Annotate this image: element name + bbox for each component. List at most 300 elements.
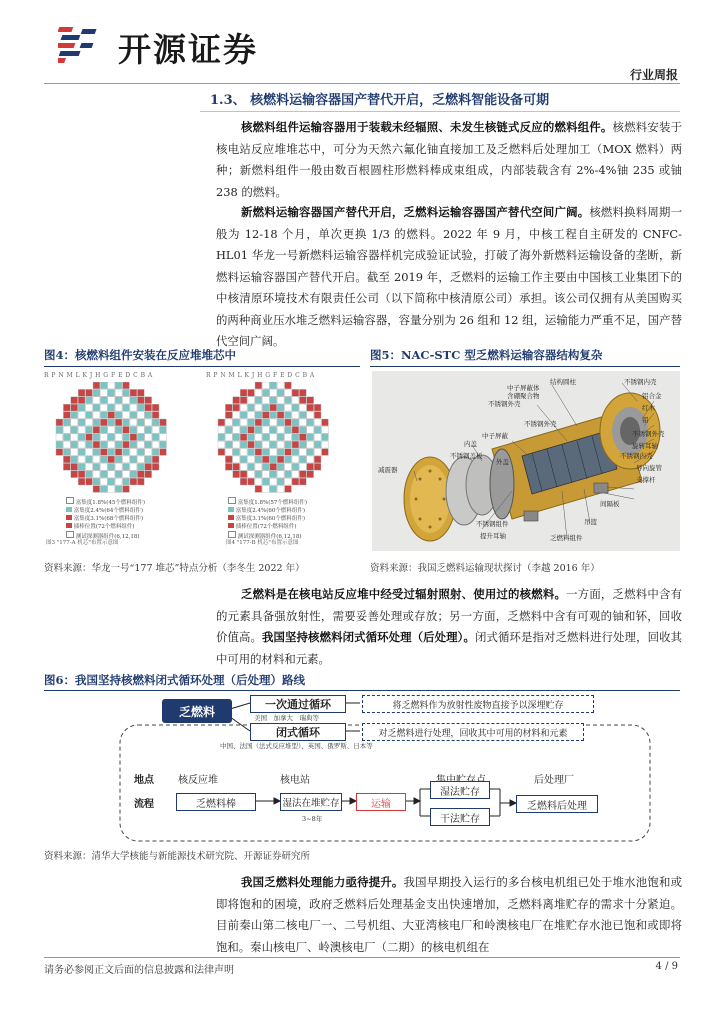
core-fuel-assembly [130, 419, 137, 426]
core-fuel-assembly [86, 412, 93, 419]
core-fuel-assembly [233, 419, 240, 426]
core-fuel-assembly [277, 471, 284, 478]
core-fuel-assembly [270, 397, 277, 404]
core-fuel-assembly [299, 419, 306, 426]
section-divider [200, 111, 680, 112]
core-fuel-assembly [233, 441, 240, 448]
figure-6-title: 图6：我国坚持核燃料闭式循环处理（后处理）路线 [44, 673, 305, 687]
core-fuel-assembly [78, 389, 85, 396]
core-fuel-assembly [277, 441, 284, 448]
core-fuel-assembly [137, 463, 144, 470]
core-fuel-assembly [240, 412, 247, 419]
core-fuel-assembly [285, 441, 292, 448]
core-fuel-assembly [285, 449, 292, 456]
core-fuel-assembly [137, 434, 144, 441]
core-fuel-assembly [145, 456, 152, 463]
core-fuel-assembly [108, 486, 115, 493]
core-fuel-assembly [93, 449, 100, 456]
core-fuel-assembly [262, 382, 269, 389]
core-fuel-assembly [307, 456, 314, 463]
core-fuel-assembly [123, 404, 130, 411]
label-shock-absorber: 减震器 [378, 466, 398, 474]
label-ss-outer-shell-2: 不锈钢外壳 [488, 400, 521, 408]
closed-cycle-countries: 中国、法国（法式反应堆型）、英国、俄罗斯、日本等 [220, 742, 373, 750]
core-fuel-assembly [307, 419, 314, 426]
core-fuel-assembly [152, 404, 159, 411]
core-fuel-assembly [86, 463, 93, 470]
core-fuel-assembly [299, 456, 306, 463]
core-fuel-assembly [285, 486, 292, 493]
core-fuel-assembly [108, 441, 115, 448]
core-fuel-assembly [115, 441, 122, 448]
core-fuel-assembly [285, 419, 292, 426]
core-fuel-assembly [270, 441, 277, 448]
core-fuel-assembly [225, 434, 232, 441]
core-fuel-assembly [270, 404, 277, 411]
core-fuel-assembly [307, 434, 314, 441]
core-fuel-assembly [292, 463, 299, 470]
core-fuel-assembly [240, 471, 247, 478]
label-ss-cover-plate: 不锈钢盖板 [450, 452, 483, 460]
core-fuel-assembly [262, 397, 269, 404]
core-fuel-assembly [130, 449, 137, 456]
core-fuel-assembly [299, 463, 306, 470]
core-fuel-assembly [130, 389, 137, 396]
caption-right: 图4 "177-B 机芯"布置示意图 [226, 540, 299, 546]
core-fuel-assembly [100, 441, 107, 448]
label-redwood: 红木 [642, 404, 655, 412]
core-fuel-assembly [86, 419, 93, 426]
core-fuel-assembly [86, 449, 93, 456]
place-reactor: 核反应堆 [178, 775, 218, 786]
core-fuel-assembly [56, 419, 63, 426]
core-fuel-assembly [63, 419, 70, 426]
core-fuel-assembly [314, 463, 321, 470]
core-fuel-assembly [262, 426, 269, 433]
core-fuel-assembly [292, 441, 299, 448]
core-fuel-assembly [137, 397, 144, 404]
core-fuel-assembly [322, 426, 329, 433]
core-fuel-assembly [78, 478, 85, 485]
core-fuel-assembly [255, 486, 262, 493]
core-fuel-assembly [285, 426, 292, 433]
core-fuel-assembly [225, 404, 232, 411]
core-fuel-assembly [137, 449, 144, 456]
core-fuel-assembly [130, 441, 137, 448]
core-fuel-assembly [233, 456, 240, 463]
step-wet-in-reactor-storage: 湿法在堆贮存 [280, 793, 342, 811]
legend-right: 富集度1.8%(57个燃料组件) 富集度2.4%(60个燃料组件) 富集度3.1%(60个燃料组件) 插棒位置(72个燃料组件) 测试探测器组件(6,12,18) [228, 497, 358, 541]
core-fuel-assembly [137, 389, 144, 396]
core-fuel-assembly [285, 382, 292, 389]
core-fuel-assembly [255, 471, 262, 478]
core-fuel-assembly [115, 456, 122, 463]
core-fuel-assembly [270, 426, 277, 433]
core-fuel-assembly [63, 456, 70, 463]
core-fuel-assembly [299, 389, 306, 396]
core-fuel-assembly [108, 463, 115, 470]
core-fuel-assembly [248, 434, 255, 441]
core-fuel-assembly [63, 404, 70, 411]
core-fuel-assembly [255, 441, 262, 448]
once-through-cycle-box: 一次通过循环 [250, 695, 346, 713]
core-map-right [210, 382, 354, 514]
label-ss-inner-shell: 不锈钢内壳 [624, 378, 657, 386]
core-fuel-assembly [115, 412, 122, 419]
core-fuel-assembly [100, 434, 107, 441]
core-fuel-assembly [160, 426, 167, 433]
core-fuel-assembly [108, 434, 115, 441]
core-fuel-assembly [130, 456, 137, 463]
core-fuel-assembly [233, 426, 240, 433]
core-fuel-assembly [233, 412, 240, 419]
core-fuel-assembly [93, 434, 100, 441]
core-fuel-assembly [100, 449, 107, 456]
core-fuel-assembly [145, 412, 152, 419]
core-fuel-assembly [100, 397, 107, 404]
core-fuel-assembly [93, 404, 100, 411]
core-fuel-assembly [71, 412, 78, 419]
once-through-note: 将乏燃料作为放射性废物直接予以深埋贮存 [362, 695, 594, 713]
core-fuel-assembly [240, 463, 247, 470]
core-fuel-assembly [248, 449, 255, 456]
core-fuel-assembly [225, 449, 232, 456]
closed-cycle-note: 对乏燃料进行处理，回收其中可用的材料和元素 [362, 723, 584, 741]
core-fuel-assembly [314, 449, 321, 456]
core-fuel-assembly [115, 478, 122, 485]
core-fuel-assembly [115, 389, 122, 396]
core-fuel-assembly [292, 419, 299, 426]
core-fuel-assembly [115, 419, 122, 426]
core-fuel-assembly [108, 449, 115, 456]
core-fuel-assembly [240, 404, 247, 411]
core-fuel-assembly [93, 486, 100, 493]
core-fuel-assembly [93, 463, 100, 470]
core-fuel-assembly [56, 449, 63, 456]
core-fuel-assembly [277, 486, 284, 493]
core-grid-letters-left: R P N M L K J H G F E D C B A [44, 372, 153, 379]
core-fuel-assembly [100, 404, 107, 411]
core-fuel-assembly [145, 419, 152, 426]
core-fuel-assembly [299, 397, 306, 404]
core-fuel-assembly [115, 382, 122, 389]
label-boron-polymer: 含硼聚合物 [507, 392, 540, 400]
core-fuel-assembly [78, 426, 85, 433]
core-fuel-assembly [248, 463, 255, 470]
header-divider [44, 83, 680, 84]
core-fuel-assembly [248, 412, 255, 419]
paragraph-1: 核燃料组件运输容器用于装载未经辐照、未发生核链式反应的燃料组件。核燃料安装于核电站反应堆堆芯中，可分为天然六氟化铀直接加工及乏燃料后处理加工（MOX 燃料）两种；新燃料组件一般由数百根圆柱形燃料棒成束组成，内部装载含有 2%-4%铀 235 或铀 238 的燃料。 [216, 120, 682, 199]
core-fuel-assembly [285, 404, 292, 411]
core-fuel-assembly [240, 389, 247, 396]
row-label-place: 地点 [134, 775, 154, 786]
core-fuel-assembly [262, 478, 269, 485]
core-fuel-assembly [145, 426, 152, 433]
core-fuel-assembly [255, 456, 262, 463]
core-fuel-assembly [100, 478, 107, 485]
core-fuel-assembly [233, 471, 240, 478]
core-fuel-assembly [108, 471, 115, 478]
label-ss-outer-shell-3: 不锈钢外壳 [524, 420, 557, 428]
core-fuel-assembly [108, 456, 115, 463]
core-fuel-assembly [285, 471, 292, 478]
core-fuel-assembly [86, 404, 93, 411]
core-fuel-assembly [292, 478, 299, 485]
core-fuel-assembly [314, 419, 321, 426]
core-fuel-assembly [225, 419, 232, 426]
flow-connectors [44, 693, 680, 843]
caption-left: 图3 "177-A 机芯"布置示意图 [46, 540, 119, 546]
core-fuel-assembly [100, 389, 107, 396]
label-aluminum: 铝 [642, 416, 649, 424]
core-fuel-assembly [137, 471, 144, 478]
core-fuel-assembly [137, 412, 144, 419]
core-fuel-assembly [86, 471, 93, 478]
core-fuel-assembly [277, 449, 284, 456]
core-fuel-assembly [152, 449, 159, 456]
section-title: 1.3、 核燃料运输容器国产替代开启，乏燃料智能设备可期 [210, 93, 550, 108]
core-fuel-assembly [93, 426, 100, 433]
core-fuel-assembly [314, 404, 321, 411]
core-fuel-assembly [130, 404, 137, 411]
core-fuel-assembly [123, 486, 130, 493]
core-fuel-assembly [248, 426, 255, 433]
core-fuel-assembly [160, 449, 167, 456]
core-fuel-assembly [115, 471, 122, 478]
label-aluminum-alloy: 铝合金 [642, 392, 662, 400]
core-fuel-assembly [78, 471, 85, 478]
core-fuel-assembly [262, 463, 269, 470]
figure-6-divider [44, 690, 680, 691]
label-lifting-trunnion: 提升耳轴 [480, 532, 506, 540]
core-fuel-assembly [115, 426, 122, 433]
core-fuel-assembly [123, 434, 130, 441]
core-fuel-assembly [86, 456, 93, 463]
core-fuel-assembly [93, 412, 100, 419]
figure-5-image [372, 371, 680, 551]
core-fuel-assembly [292, 456, 299, 463]
core-fuel-assembly [160, 434, 167, 441]
core-fuel-assembly [130, 426, 137, 433]
core-fuel-assembly [152, 434, 159, 441]
core-fuel-assembly [248, 389, 255, 396]
figure-6-diagram [44, 693, 680, 843]
core-fuel-assembly [262, 434, 269, 441]
core-fuel-assembly [71, 471, 78, 478]
core-fuel-assembly [255, 419, 262, 426]
core-fuel-assembly [225, 463, 232, 470]
figure-4-image [44, 370, 360, 550]
figure-4-title: 图4：核燃料组件安装在反应堆堆芯中 [44, 348, 236, 362]
figure-5-title: 图5：NAC-STC 型乏燃料运输容器结构复杂 [370, 348, 603, 362]
core-fuel-assembly [137, 419, 144, 426]
core-fuel-assembly [270, 463, 277, 470]
core-fuel-assembly [86, 441, 93, 448]
core-fuel-assembly [137, 404, 144, 411]
label-spent-fuel-assembly: 乏燃料组件 [550, 534, 583, 542]
core-fuel-assembly [108, 419, 115, 426]
spent-fuel-box: 乏燃料 [162, 699, 232, 723]
core-fuel-assembly [255, 389, 262, 396]
core-fuel-assembly [255, 426, 262, 433]
core-fuel-assembly [115, 404, 122, 411]
core-fuel-assembly [240, 434, 247, 441]
core-fuel-assembly [93, 441, 100, 448]
core-fuel-assembly [86, 478, 93, 485]
core-fuel-assembly [314, 434, 321, 441]
core-fuel-assembly [270, 449, 277, 456]
core-fuel-assembly [56, 434, 63, 441]
core-fuel-assembly [277, 463, 284, 470]
core-fuel-assembly [292, 426, 299, 433]
core-fuel-assembly [299, 478, 306, 485]
core-fuel-assembly [292, 412, 299, 419]
core-fuel-assembly [115, 463, 122, 470]
core-fuel-assembly [292, 389, 299, 396]
core-fuel-assembly [307, 463, 314, 470]
core-fuel-assembly [255, 382, 262, 389]
core-fuel-assembly [108, 404, 115, 411]
core-fuel-assembly [322, 419, 329, 426]
core-fuel-assembly [100, 419, 107, 426]
core-fuel-assembly [108, 397, 115, 404]
core-fuel-assembly [130, 463, 137, 470]
core-fuel-assembly [292, 471, 299, 478]
core-fuel-assembly [145, 471, 152, 478]
core-fuel-assembly [123, 389, 130, 396]
footer-divider [44, 957, 680, 958]
core-fuel-assembly [314, 412, 321, 419]
core-fuel-assembly [225, 441, 232, 448]
core-fuel-assembly [262, 389, 269, 396]
core-fuel-assembly [307, 412, 314, 419]
core-fuel-assembly [277, 382, 284, 389]
core-fuel-assembly [285, 463, 292, 470]
core-fuel-assembly [123, 412, 130, 419]
core-fuel-assembly [71, 434, 78, 441]
core-fuel-assembly [322, 434, 329, 441]
core-fuel-assembly [100, 486, 107, 493]
core-fuel-assembly [71, 441, 78, 448]
core-fuel-assembly [123, 471, 130, 478]
core-fuel-assembly [262, 471, 269, 478]
label-support-rod: 支撑杆 [636, 476, 656, 484]
core-fuel-assembly [78, 397, 85, 404]
core-fuel-assembly [233, 449, 240, 456]
core-fuel-assembly [123, 426, 130, 433]
core-fuel-assembly [255, 404, 262, 411]
core-fuel-assembly [262, 456, 269, 463]
core-fuel-assembly [71, 463, 78, 470]
core-fuel-assembly [285, 434, 292, 441]
core-fuel-assembly [233, 404, 240, 411]
core-fuel-assembly [137, 426, 144, 433]
core-fuel-assembly [299, 434, 306, 441]
core-fuel-assembly [78, 434, 85, 441]
core-fuel-assembly [270, 412, 277, 419]
core-fuel-assembly [225, 426, 232, 433]
core-fuel-assembly [218, 419, 225, 426]
core-fuel-assembly [248, 419, 255, 426]
core-fuel-assembly [292, 449, 299, 456]
core-fuel-assembly [314, 441, 321, 448]
core-fuel-assembly [78, 463, 85, 470]
core-fuel-assembly [137, 456, 144, 463]
core-fuel-assembly [130, 434, 137, 441]
core-fuel-assembly [71, 419, 78, 426]
core-fuel-assembly [307, 449, 314, 456]
core-fuel-assembly [248, 441, 255, 448]
core-fuel-assembly [218, 426, 225, 433]
logo-icon [58, 25, 104, 65]
core-fuel-assembly [255, 434, 262, 441]
step-dry-storage: 干法贮存 [430, 808, 490, 826]
core-fuel-assembly [152, 441, 159, 448]
core-fuel-assembly [78, 441, 85, 448]
core-fuel-assembly [285, 478, 292, 485]
core-fuel-assembly [63, 463, 70, 470]
paragraph-4: 我国乏燃料处理能力亟待提升。我国早期投入运行的多台核电机组已处于堆水池饱和或即将饱和的困境，政府乏燃料后处理基金支出快速增加，乏燃料离堆贮存的需求十分紧迫。目前秦山第二核电厂一、二号机组、大亚湾核电厂和岭澳核电厂在堆贮存水池已饱和或即将饱和。秦山核电厂、岭澳核电厂（二期）的核电机组在 [216, 875, 682, 954]
core-fuel-assembly [130, 412, 137, 419]
label-ss-outer-shell: 不锈钢外壳 [632, 430, 665, 438]
core-fuel-assembly [100, 456, 107, 463]
core-fuel-assembly [137, 441, 144, 448]
core-fuel-assembly [123, 478, 130, 485]
core-fuel-assembly [262, 441, 269, 448]
core-fuel-assembly [314, 456, 321, 463]
core-fuel-assembly [240, 419, 247, 426]
core-fuel-assembly [123, 441, 130, 448]
core-fuel-assembly [248, 397, 255, 404]
core-fuel-assembly [270, 478, 277, 485]
core-fuel-assembly [63, 426, 70, 433]
core-fuel-assembly [108, 478, 115, 485]
core-fuel-assembly [145, 397, 152, 404]
core-fuel-assembly [152, 419, 159, 426]
core-fuel-assembly [71, 397, 78, 404]
core-fuel-assembly [255, 478, 262, 485]
core-fuel-assembly [160, 419, 167, 426]
core-fuel-assembly [292, 404, 299, 411]
label-rotating-trunnion: 旋转耳轴 [632, 442, 658, 450]
core-fuel-assembly [100, 382, 107, 389]
core-fuel-assembly [248, 456, 255, 463]
core-fuel-assembly [160, 441, 167, 448]
core-fuel-assembly [123, 463, 130, 470]
core-fuel-assembly [130, 471, 137, 478]
core-fuel-assembly [255, 412, 262, 419]
figure-4-source: 资料来源：华龙一号“177 堆芯”特点分析（李冬生 2022 年） [44, 563, 305, 574]
legend-left: 富集度1.8%(45个燃料组件) 富集度2.4%(64个燃料组件) 富集度3.1%(68个燃料组件) 插棒位置(72个燃料组件) 测试探测器组件(6,12,18) [66, 497, 206, 541]
figure-5-divider [370, 366, 680, 367]
core-fuel-assembly [78, 404, 85, 411]
core-fuel-assembly [299, 412, 306, 419]
core-fuel-assembly [152, 456, 159, 463]
core-fuel-assembly [93, 382, 100, 389]
core-fuel-assembly [63, 434, 70, 441]
core-fuel-assembly [277, 426, 284, 433]
footer-disclaimer: 请务必参阅正文后面的信息披露和法律声明 [44, 965, 234, 976]
core-fuel-assembly [240, 478, 247, 485]
core-fuel-assembly [63, 441, 70, 448]
core-fuel-assembly [100, 426, 107, 433]
core-fuel-assembly [93, 397, 100, 404]
core-fuel-assembly [71, 426, 78, 433]
closed-cycle-box: 闭式循环 [250, 723, 346, 741]
core-fuel-assembly [262, 419, 269, 426]
document-type: 行业周报 [629, 68, 678, 82]
core-fuel-assembly [86, 397, 93, 404]
